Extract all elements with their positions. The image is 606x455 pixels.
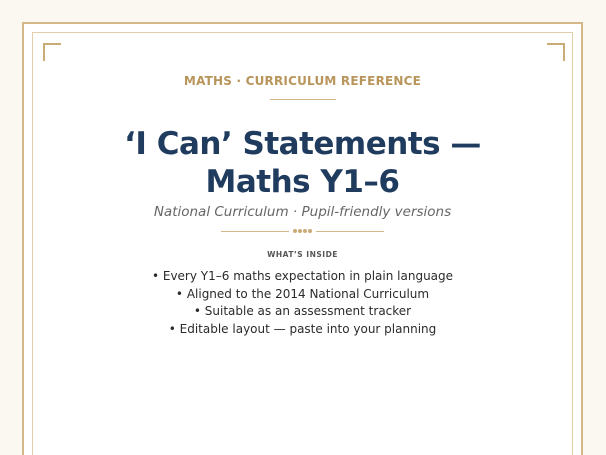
divider-rule-left <box>221 231 289 232</box>
list-item: • Editable layout — paste into your planning <box>168 321 437 336</box>
list-item: • Every Y1–6 maths expectation in plain language <box>151 269 454 283</box>
list-item: • Suitable as an assessment tracker <box>193 304 412 318</box>
divider-rule-right <box>316 231 384 232</box>
eyebrow-label: MATHS · CURRICULUM REFERENCE <box>183 74 422 88</box>
dots-ornament-icon <box>293 229 312 233</box>
page-subtitle: National Curriculum · Pupil-friendly versions <box>153 204 452 220</box>
list-item: • Aligned to the 2014 National Curriculum <box>175 286 430 301</box>
section-heading: WHAT’S INSIDE <box>267 250 338 259</box>
ornament-divider <box>32 226 573 236</box>
cover-content <box>32 32 573 338</box>
page-title <box>53 125 553 201</box>
eyebrow-divider <box>270 99 336 100</box>
title-line-1: ‘I Can’ Statements — <box>124 126 481 162</box>
feature-list <box>32 268 573 338</box>
title-line-2: Maths Y1–6 <box>205 164 400 200</box>
